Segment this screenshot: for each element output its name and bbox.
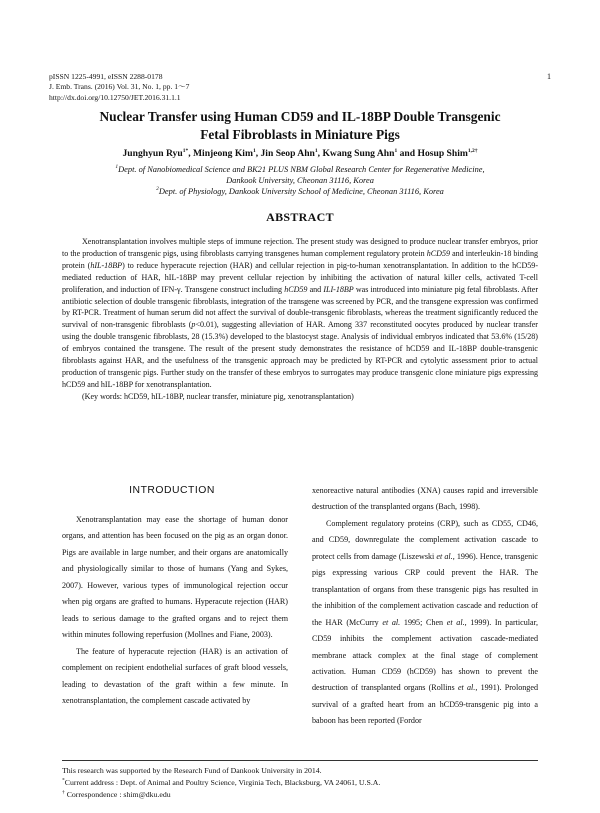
- abstract-heading: ABSTRACT: [266, 210, 334, 224]
- author-affil-mark: 1: [394, 147, 398, 154]
- author-affil-mark: 1,2†: [467, 147, 478, 154]
- author-name: Jin Seop Ahn: [260, 148, 315, 159]
- footnote-funding: This research was supported by the Research Fund of Dankook University in 2014.: [62, 766, 322, 775]
- affiliation-1: [40, 164, 560, 186]
- body-paragraph: The feature of hyperacute rejection (HAR) is an activation of complement on recipient endothelial surfaces of graft blood vessels, leading to devastation of the graft within a few minute. In xenotransplantation, the complement cascade activated by: [62, 646, 288, 705]
- body-paragraph: xenoreactive natural antibodies (XNA) causes rapid and irreversible destruction of the transplanted organs (Bach, 1998).: [312, 486, 538, 512]
- introduction-heading: INTRODUCTION: [129, 485, 215, 496]
- keywords: (Key words: hCD59, hIL-18BP, nuclear transfer, miniature pig, xenotransplantation): [82, 391, 354, 401]
- left-column: [62, 512, 288, 709]
- abstract-paragraph: Xenotransplantation involves multiple steps of immune rejection. The present study was designed to produce nuclear transfer embryos, prior to the production of transgenic pigs, using fibroblasts carrying transgenes human complement regulatory protein hCD59 and interleukin-18 binding protein (hIL-18BP) to reduce hyperacute rejection (HAR) and cellular rejection in pig-to-human xenotransplantation. In addition to the hCD59-mediated reduction of HAR, hIL-18BP may prevent cellular rejection by inhibiting the activation of natural killer cells, activated T-cell proliferation, and induction of IFN-γ. Transgene construct including hCD59 and ILI-18BP was introduced into miniature pig fetal fibroblasts. After antibiotic selection of double transgenic fibroblasts, integration of the transgene was screened by PCR, and the transgene expression was confirmed by RT-PCR. Treatment of human serum did not affect the survival of double-transgenic fibroblasts, whereas the treatment significantly reduced the survival of non-transgenic fibroblasts (p<0.01), suggesting alleviation of HAR. Among 337 reconstituted oocytes produced by nuclear transfer using the double transgenic fibroblasts, 28 (15.3%) developed to the blastocyst stage. Analysis of individual embryos indicated that 53.6% (15/28) of embryos contained the transgene. The result of the present study demonstrates the resistance of hCD59 and IL-18BP double-transgenic fibroblasts against HAR, and the usefulness of the transgenic approach may be predicted by RT-PCR and cytolytic assessment prior to actual production of transgenic pigs. Further study on the transfer of these embryos to surrogates may produce transgenic clone miniature pigs expressing hCD59 and hIL-18BP for xenotransplantation.: [62, 237, 539, 389]
- journal-citation: J. Emb. Trans. (2016) Vol. 31, No. 1, pp. 1～7: [49, 82, 190, 92]
- abstract-body: [62, 236, 538, 403]
- affil-mark: 1: [115, 164, 119, 171]
- issn-line: pISSN 1225-4991, eISSN 2288-0178: [49, 72, 163, 81]
- footnote-divider: [62, 760, 538, 761]
- right-column: [312, 483, 538, 730]
- doi-link[interactable]: http://dx.doi.org/10.12750/JET.2016.31.1.1: [49, 92, 181, 102]
- author-affil-mark: 1: [252, 147, 256, 154]
- author-list: Junghyun Ryu$^{1*}$, Minjeong Kim$^1$, Jin Seop Ahn$^1$, Kwang Sung Ahn$^1$ and Hosup Shim$^{1,2\dagger}$: [122, 147, 478, 159]
- affil-line: Dankook University, Cheonan 31116, Korea: [226, 176, 374, 186]
- body-paragraph: Complement regulatory proteins (CRP), such as CD55, CD46, and CD59, downregulate the complement activation cascade to protect cells from damage (Liszewski et al., 1996). Hence, transgenic pigs expressing various CRP could prevent the HAR. The transplantation of organs from these transgenic pigs has resulted in the inhibition of the complement activation cascade and reduction of the HAR (McCurry et al. 1995; Chen et al., 1999). In particular, CD59 inhibits the complement activation cascade-mediated membrane attack complex at the final stage of complement activation. Human CD59 (hCD59) has shown to prevent the destruction of transplanted organs (Rollins et al., 1991). Prolonged survival of a grafted heart from an hCD59-transgenic pig into a baboon has been reported (Fordor: [312, 518, 539, 726]
- affil-line: Dept. of Physiology, Dankook University School of Medicine, Cheonan 31116, Korea: [158, 187, 444, 196]
- title-line-1: Nuclear Transfer using Human CD59 and IL-18BP Double Transgenic: [99, 109, 501, 124]
- author-name: Hosup Shim: [417, 148, 468, 159]
- author-name: Junghyun Ryu: [122, 148, 183, 159]
- journal-header: [49, 72, 189, 103]
- author-name: Minjeong Kim: [192, 148, 253, 159]
- affiliation-2: [40, 186, 560, 197]
- paper-title: [60, 108, 540, 143]
- affil-mark: 2: [156, 186, 159, 193]
- author-conjunction: and: [399, 148, 416, 159]
- author-name: Kwang Sung Ahn: [322, 148, 395, 159]
- affil-line: Dept. of Nanobiomedical Science and BK21 PLUS NBM Global Research Center for Regenerative Medicine,: [118, 165, 485, 174]
- title-line-2: Fetal Fibroblasts in Miniature Pigs: [200, 126, 400, 142]
- footnote-correspondence: † Correspondence : shim@dku.edu: [62, 789, 171, 799]
- author-affil-mark: 1: [314, 147, 318, 154]
- body-paragraph: Xenotransplantation may ease the shortage of human donor organs, and attention has been focused on the pig as an organ donor. Pigs are available in large number, and their organs are anatomically and physiologically similar to those of humans (Yang and Sykes, 2007). However, various types of immunological rejection occur when pig organs are grafted to humans. Hyperacute rejection (HAR) leads to serious damage to the grafted organs and to reject them within minutes following reperfusion (Mollnes and Fiane, 2003).: [62, 515, 288, 640]
- footnote-current-address: *Current address : Dept. of Animal and Poultry Science, Virginia Tech, Blacksburg, VA 24061, U.S.A.: [62, 777, 381, 787]
- author-affil-mark: 1*: [182, 147, 189, 154]
- page-number: 1: [547, 72, 551, 81]
